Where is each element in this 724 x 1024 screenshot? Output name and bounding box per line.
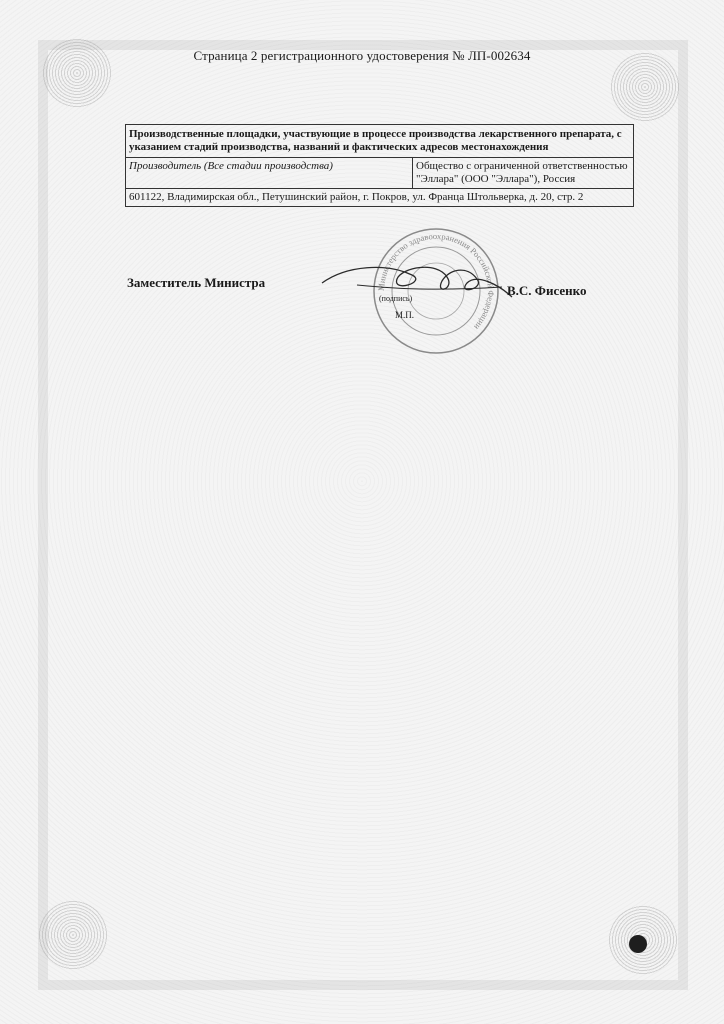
signature-caption: (подпись) — [379, 294, 413, 303]
seal-text: Министерство здравоохранения Российской Федерации — [375, 230, 497, 333]
stamp-place-mark: М.П. — [395, 310, 415, 320]
signer-name: В.С. Фисенко — [507, 283, 587, 298]
punch-hole — [629, 935, 647, 953]
production-sites-table — [125, 124, 634, 207]
table-title: Производственные площадки, участвующие в процессе производства лекарственного препарата, с указанием стадий производства, названий и фактических адресов местонахождения — [126, 125, 634, 158]
manufacturer-company: Общество с ограниченной ответственностью "Эллара" (ООО "Эллара"), Россия — [413, 158, 634, 189]
manufacturer-address: 601122, Владимирская обл., Петушинский район, г. Покров, ул. Франца Штольверка, д. 20, стр. 2 — [126, 189, 634, 207]
signatory-position: Заместитель Министра — [127, 275, 266, 290]
table-row — [126, 158, 634, 189]
table-row — [126, 189, 634, 207]
page-title: Страница 2 регистрационного удостоверения № ЛП-002634 — [193, 48, 531, 63]
handwritten-signature — [317, 255, 517, 315]
corner-rosette — [38, 900, 108, 970]
manufacturer-role: Производитель (Все стадии производства) — [126, 158, 413, 189]
table-header-row — [126, 125, 634, 158]
signature-block — [127, 275, 597, 335]
